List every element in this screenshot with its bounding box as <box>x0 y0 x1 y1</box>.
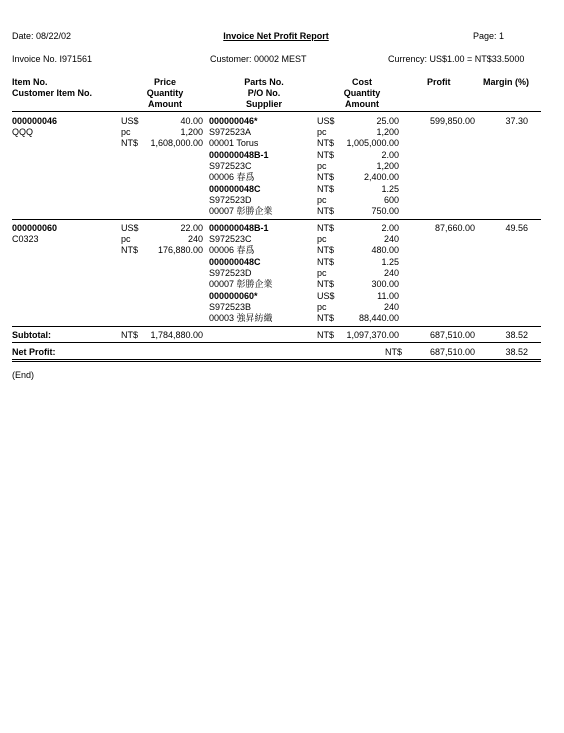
report-title: Invoice Net Profit Report <box>223 31 329 41</box>
net-profit-label: Net Profit: <box>12 347 56 357</box>
price-value: 40.00 <box>180 116 203 126</box>
cost-quantity-value: 240 <box>383 302 399 312</box>
amount-currency: NT$ <box>121 245 139 255</box>
margin-value: 49.56 <box>505 223 528 233</box>
invoice-number: Invoice No. I971561 <box>12 54 93 64</box>
subtotal-cost-amount: 1,097,370.00 <box>346 330 399 340</box>
part-no: 000000048B-1 <box>209 150 269 160</box>
cost-amount-value: 88,440.00 <box>358 313 399 323</box>
po-no: S972523C <box>209 161 252 171</box>
cost-quantity-value: 240 <box>383 268 399 278</box>
po-no: S972523D <box>209 268 252 278</box>
col-margin: Margin (%) <box>483 77 529 87</box>
col-supplier: Supplier <box>245 99 282 109</box>
cost-amount-currency: NT$ <box>317 313 335 323</box>
item-separator <box>12 326 541 327</box>
quantity-unit: pc <box>121 234 131 244</box>
quantity-value: 1,200 <box>180 127 203 137</box>
cost-amount-currency: NT$ <box>317 279 335 289</box>
col-item-no: Item No. <box>12 77 48 87</box>
cost-quantity-value: 1,200 <box>376 127 399 137</box>
cost-amount-value: 300.00 <box>371 279 399 289</box>
cost-currency: NT$ <box>317 150 335 160</box>
item-no: 000000060 <box>12 223 58 233</box>
cost-quantity-value: 240 <box>383 234 399 244</box>
col-parts-no: Parts No. <box>244 77 284 87</box>
cost-amount-currency: NT$ <box>317 206 335 216</box>
amount-value: 176,880.00 <box>157 245 203 255</box>
amount-currency: NT$ <box>121 138 139 148</box>
supplier: 00006 春爲 <box>209 245 255 255</box>
cost-quantity-unit: pc <box>317 234 327 244</box>
po-no: S972523A <box>209 127 252 137</box>
col-customer-item-no: Customer Item No. <box>12 88 93 98</box>
price-currency: US$ <box>121 223 139 233</box>
cost-currency: NT$ <box>317 257 335 267</box>
net-profit-currency: NT$ <box>385 347 403 357</box>
cost-value: 25.00 <box>376 116 399 126</box>
cost-quantity-unit: pc <box>317 302 327 312</box>
cost-value: 1.25 <box>381 257 399 267</box>
item-no: 000000046 <box>12 116 58 126</box>
col-price: Price <box>153 77 177 87</box>
subtotal-amount-currency: NT$ <box>121 330 139 340</box>
cost-value: 2.00 <box>381 150 399 160</box>
quantity-unit: pc <box>121 127 131 137</box>
price-value: 22.00 <box>180 223 203 233</box>
part-no: 000000048C <box>209 184 261 194</box>
col-profit: Profit <box>427 77 451 87</box>
cost-amount-value: 2,400.00 <box>363 172 399 182</box>
price-currency: US$ <box>121 116 139 126</box>
net-profit-value: 687,510.00 <box>429 347 475 357</box>
page-number: Page: 1 <box>473 31 505 41</box>
supplier: 00007 彰勝企業 <box>209 206 273 216</box>
cost-amount-currency: NT$ <box>317 138 335 148</box>
cost-currency: US$ <box>317 291 335 301</box>
subtotal-profit: 687,510.00 <box>429 330 475 340</box>
subtotal-margin: 38.52 <box>505 330 528 340</box>
cost-value: 1.25 <box>381 184 399 194</box>
cost-value: 11.00 <box>377 291 399 301</box>
cost-amount-value: 750.00 <box>371 206 399 216</box>
part-no: 000000048B-1 <box>209 223 269 233</box>
currency-rate: Currency: US$1.00 = NT$33.5000 <box>388 54 525 64</box>
col-quantity: Quantity <box>146 88 184 98</box>
customer-info: Customer: 00002 MEST <box>210 54 307 64</box>
part-no: 000000060* <box>209 291 258 301</box>
part-no: 000000046* <box>209 116 258 126</box>
cost-quantity-unit: pc <box>317 161 327 171</box>
cost-currency: NT$ <box>317 223 335 233</box>
cost-amount-currency: NT$ <box>317 172 335 182</box>
supplier: 00003 強昇紡織 <box>209 313 273 323</box>
cost-amount-currency: NT$ <box>317 245 335 255</box>
subtotal-amount: 1,784,880.00 <box>150 330 203 340</box>
col-po-no: P/O No. <box>247 88 281 98</box>
net-profit-margin: 38.52 <box>505 347 528 357</box>
supplier: 00007 彰勝企業 <box>209 279 273 289</box>
net-profit-double-rule <box>12 359 541 362</box>
cost-quantity-value: 600 <box>383 195 399 205</box>
subtotal-label: Subtotal: <box>12 330 51 340</box>
cost-quantity-unit: pc <box>317 195 327 205</box>
cost-quantity-value: 1,200 <box>376 161 399 171</box>
supplier: 00001 Torus <box>209 138 259 148</box>
profit-value: 599,850.00 <box>429 116 475 126</box>
subtotal-rule <box>12 342 541 343</box>
col-cost-quantity: Quantity <box>343 88 381 98</box>
margin-value: 37.30 <box>505 116 528 126</box>
part-no: 000000048C <box>209 257 261 267</box>
subtotal-cost-currency: NT$ <box>317 330 335 340</box>
cost-currency: US$ <box>317 116 335 126</box>
col-amount: Amount <box>148 99 182 109</box>
quantity-value: 240 <box>187 234 203 244</box>
report-date: Date: 08/22/02 <box>12 31 72 41</box>
item-separator <box>12 219 541 220</box>
col-cost: Cost <box>352 77 372 87</box>
customer-item-no: C0323 <box>12 234 39 244</box>
profit-value: 87,660.00 <box>434 223 475 233</box>
customer-item-no: QQQ <box>12 127 34 137</box>
po-no: S972523B <box>209 302 252 312</box>
cost-quantity-unit: pc <box>317 127 327 137</box>
supplier: 00006 春爲 <box>209 172 255 182</box>
end-marker: (End) <box>12 370 35 380</box>
cost-quantity-unit: pc <box>317 268 327 278</box>
cost-currency: NT$ <box>317 184 335 194</box>
cost-amount-value: 480.00 <box>371 245 399 255</box>
header-rule <box>12 111 541 112</box>
amount-value: 1,608,000.00 <box>150 138 203 148</box>
cost-value: 2.00 <box>381 223 399 233</box>
cost-amount-value: 1,005,000.00 <box>346 138 399 148</box>
col-cost-amount: Amount <box>345 99 379 109</box>
po-no: S972523C <box>209 234 252 244</box>
po-no: S972523D <box>209 195 252 205</box>
